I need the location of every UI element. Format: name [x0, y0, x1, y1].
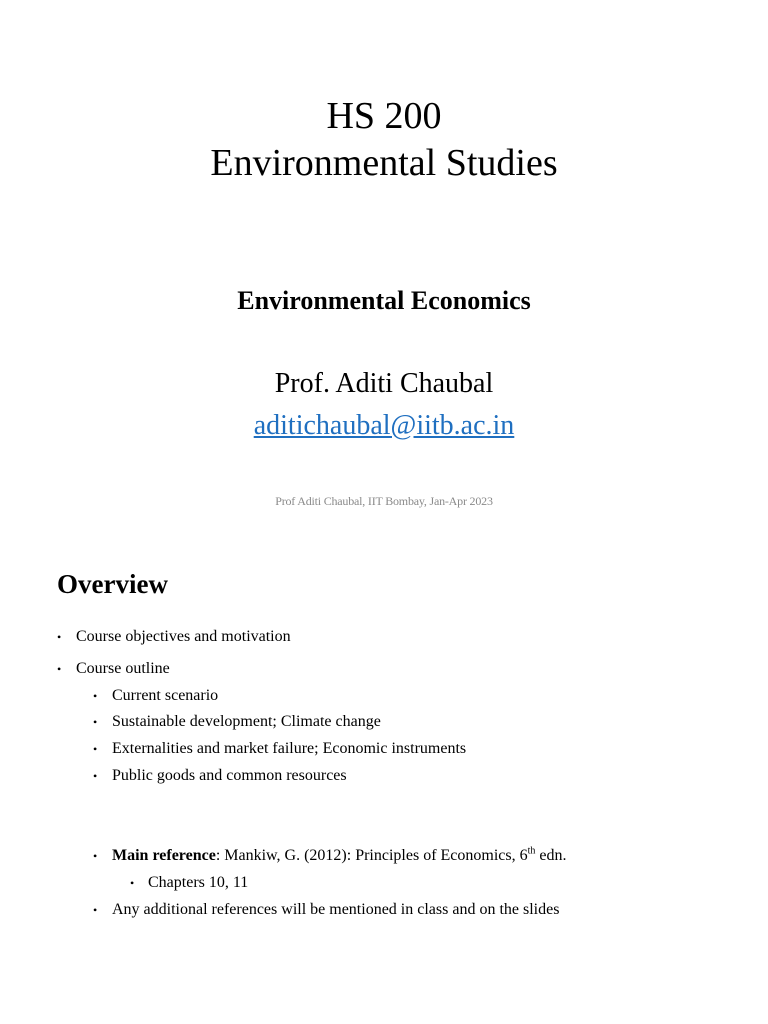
additional-references-text: Any additional references will be mentioned in class and on the slides: [112, 901, 560, 918]
bullet-icon: •: [93, 903, 98, 917]
bullet-icon: •: [93, 742, 98, 756]
reference-text: [112, 845, 567, 867]
list-item-text: Course outline: [76, 660, 170, 677]
bullet-icon: •: [93, 849, 98, 863]
lecture-topic: Environmental Economics: [237, 286, 531, 315]
bullet-icon: •: [130, 876, 135, 890]
bullet-icon: •: [57, 662, 62, 676]
list-item-text: Course objectives and motivation: [76, 628, 291, 645]
professor-name: Prof. Aditi Chaubal: [274, 368, 494, 399]
reference-label: Main reference: [112, 847, 216, 864]
list-item-text: Current scenario: [112, 687, 219, 704]
list-item-text: Sustainable development; Climate change: [112, 713, 381, 730]
list-item-text: Externalities and market failure; Economic instruments: [112, 740, 467, 757]
reference-body: : Mankiw, G. (2012): Principles of Economics, 6: [215, 847, 528, 864]
email-container: [0, 408, 768, 444]
list-item-text: Public goods and common resources: [112, 767, 347, 784]
email-link[interactable]: aditichaubal@iitb.ac.in: [253, 410, 515, 441]
reference-sup: th: [527, 845, 536, 857]
reference-suffix: edn.: [535, 847, 567, 864]
bullet-icon: •: [93, 689, 98, 703]
course-code: HS 200: [326, 95, 442, 137]
bullet-icon: •: [93, 769, 98, 783]
bullet-icon: •: [57, 630, 62, 644]
slide-footer: Prof Aditi Chaubal, IIT Bombay, Jan-Apr 2023: [275, 494, 493, 508]
course-name: Environmental Studies: [210, 142, 558, 184]
overview-title: Overview: [57, 569, 168, 599]
bullet-icon: •: [93, 715, 98, 729]
chapters-text: Chapters 10, 11: [148, 874, 249, 891]
